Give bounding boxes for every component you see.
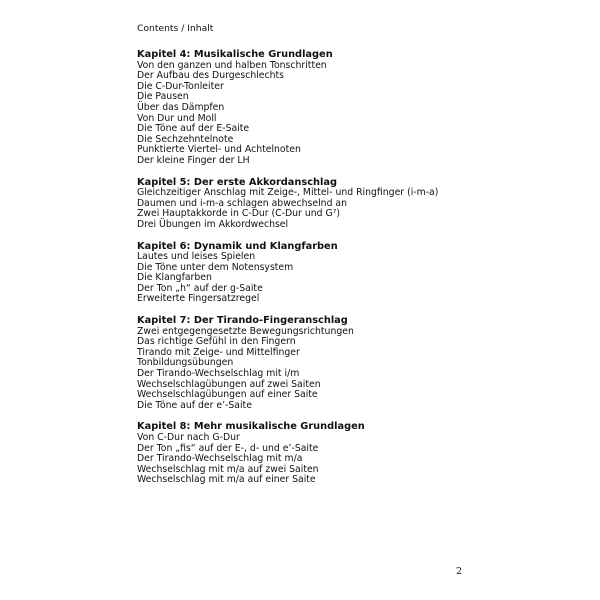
toc-entry: Wechselschlag mit m/a auf zwei Saiten [137,463,319,475]
toc-entry: Gleichzeitiger Anschlag mit Zeige-, Mittel- und Ringfinger (i-m-a) [137,187,439,199]
toc-entry: Von den ganzen und halben Tonschritten [137,59,327,71]
toc-entry: Der Aufbau des Durgeschlechts [137,70,285,82]
toc-entry: Das richtige Gefühl in den Fingern [137,336,296,348]
chapter-section [137,422,517,486]
toc-entry: Der Ton „h“ auf der g-Saite [137,282,263,294]
toc-entry: Punktierte Viertel- und Achtelnoten [137,144,301,156]
toc-entry: Die Töne auf der E-Saite [137,123,250,135]
toc-entry: Wechselschlag mit m/a auf einer Saite [137,474,316,486]
toc-entry: Der Tirando-Wechselschlag mit m/a [137,453,303,465]
toc-entry: Die Töne unter dem Notensystem [137,261,294,273]
toc-entry: Wechselschlagübungen auf einer Saite [137,389,318,401]
chapter-section [137,242,517,306]
table-of-contents [137,50,517,497]
chapter-section [137,50,517,167]
page-header-title: Contents / Inhalt [137,23,214,34]
chapter-heading: Kapitel 6: Dynamik und Klangfarben [137,240,338,252]
toc-entry: Tirando mit Zeige- und Mittelfinger [137,346,300,358]
toc-entry: Die Pausen [137,91,189,103]
toc-entry: Der kleine Finger der LH [137,154,250,166]
toc-entry: Tonbildungsübungen [137,357,234,369]
chapter-heading: Kapitel 4: Musikalische Grundlagen [137,49,333,60]
toc-entry: Der Tirando-Wechselschlag mit i/m [137,368,300,380]
chapter-heading: Kapitel 8: Mehr musikalische Grundlagen [137,421,365,433]
toc-entry: Zwei entgegengesetzte Bewegungsrichtungen [137,325,354,337]
toc-entry: Wechselschlagübungen auf zwei Saiten [137,378,321,390]
chapter-section [137,178,517,231]
chapter-heading: Kapitel 5: Der erste Akkordanschlag [137,176,337,188]
toc-entry: Zwei Hauptakkorde in C-Dur (C-Dur und G⁷) [137,208,341,220]
toc-entry: Lautes und leises Spielen [137,251,256,263]
chapter-heading: Kapitel 7: Der Tirando-Fingeranschlag [137,315,348,327]
toc-entry: Der Ton „fis“ auf der E-, d- und e’-Saite [137,442,319,454]
chapter-section [137,316,517,411]
toc-entry: Erweiterte Fingersatzregel [137,293,260,305]
page-number: 2 [456,566,463,577]
toc-entry: Drei Übungen im Akkordwechsel [137,218,289,230]
toc-entry: Von C-Dur nach G-Dur [137,432,240,443]
toc-entry: Die Töne auf der e’-Saite [137,399,252,411]
toc-entry: Von Dur und Moll [137,112,217,124]
toc-entry: Über das Dämpfen [137,101,225,113]
toc-entry: Daumen und i-m-a schlagen abwechselnd an [137,197,348,209]
toc-entry: Die C-Dur-Tonleiter [137,80,224,92]
toc-entry: Die Sechzehntelnote [137,133,234,145]
toc-entry: Die Klangfarben [137,272,212,284]
